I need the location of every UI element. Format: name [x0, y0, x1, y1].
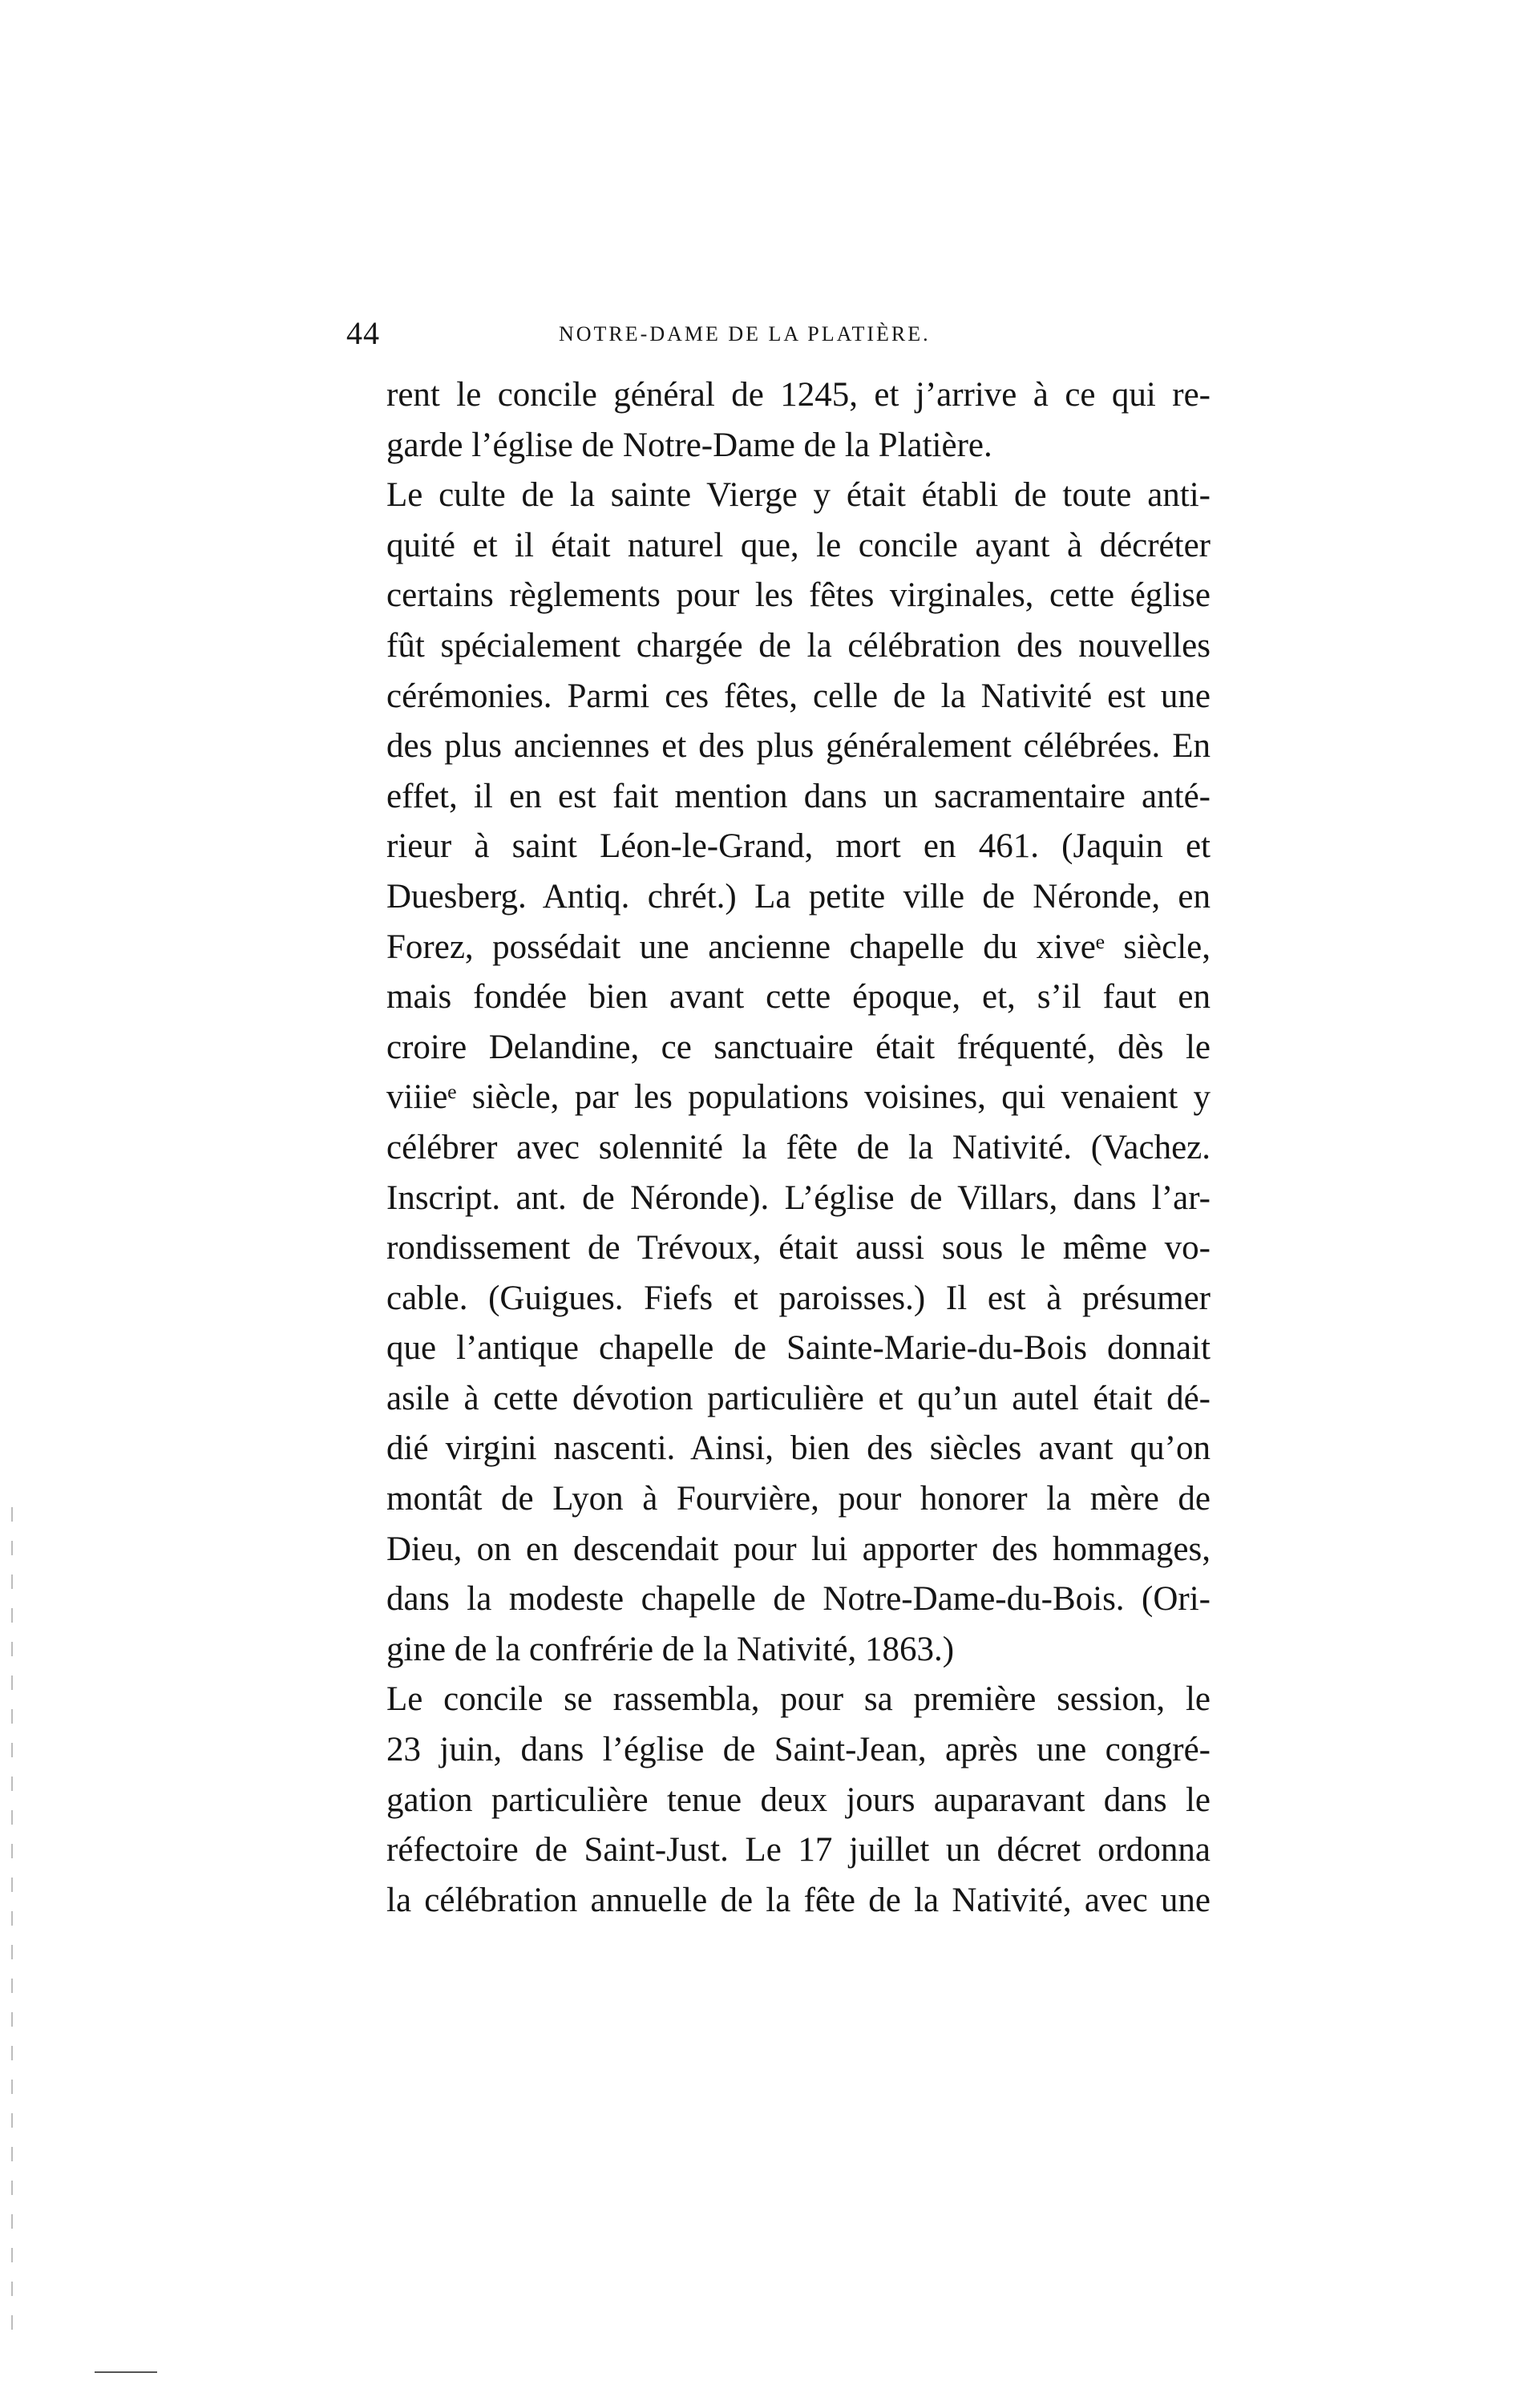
text-line: gation particulière tenue deux jours auparavant dans le	[386, 1781, 1211, 1819]
text-line: gine de la confrérie de la Nativité, 1863.)	[386, 1630, 955, 1668]
text-line: montât de Lyon à Fourvière, pour honorer la mère de	[386, 1480, 1211, 1518]
running-title: NOTRE-DAME DE LA PLATIÈRE.	[559, 322, 931, 346]
page-number: 44	[346, 315, 380, 351]
text-line: célébrer avec solennité la fête de la Nativité. (Vachez.	[386, 1128, 1211, 1166]
text-line: Dieu, on en descendait pour lui apporter des hommages,	[386, 1530, 1211, 1568]
scan-bottom-line	[95, 2371, 157, 2373]
text-line: rent le concile général de 1245, et j’arrive à ce qui re-	[386, 376, 1211, 414]
body-text	[386, 370, 1211, 1926]
text-line: cable. (Guigues. Fiefs et paroisses.) Il est à présumer	[386, 1279, 1211, 1317]
text-line: rieur à saint Léon-le-Grand, mort en 461. (Jaquin et	[386, 827, 1211, 866]
text-line: asile à cette dévotion particulière et qu’un autel était dé-	[386, 1379, 1211, 1417]
text-line: Forez, possédait une ancienne chapelle du xiveᵉ siècle,	[386, 928, 1211, 966]
text-line: garde l’église de Notre-Dame de la Platière.	[386, 426, 992, 464]
text-line: que l’antique chapelle de Sainte-Marie-du-Bois donnait	[386, 1329, 1211, 1368]
text-line: effet, il en est fait mention dans un sacramentaire anté-	[386, 777, 1211, 815]
text-line: 23 juin, dans l’église de Saint-Jean, après une congré-	[386, 1731, 1211, 1769]
page-header	[346, 314, 1211, 362]
text-line: mais fondée bien avant cette époque, et, s’il faut en	[386, 978, 1211, 1017]
text-line: des plus anciennes et des plus généralement célébrées. En	[386, 727, 1211, 766]
text-line: fût spécialement chargée de la célébration des nouvelles	[386, 626, 1211, 665]
text-line: Le concile se rassembla, pour sa première session, le	[386, 1680, 1211, 1719]
text-line: Le culte de la sainte Vierge y était établi de toute anti-	[386, 476, 1211, 515]
text-line: Duesberg. Antiq. chrét.) La petite ville de Néronde, en	[386, 877, 1211, 916]
text-line: dans la modeste chapelle de Notre-Dame-du-Bois. (Ori-	[386, 1580, 1211, 1619]
text-line: viiieᵉ siècle, par les populations voisines, qui venaient y	[386, 1078, 1211, 1117]
text-line: dié virgini nascenti. Ainsi, bien des siècles avant qu’on	[386, 1429, 1211, 1468]
scan-edge-line	[11, 1507, 13, 2333]
text-line: Inscript. ant. de Néronde). L’église de Villars, dans l’ar-	[386, 1178, 1211, 1217]
text-line: croire Delandine, ce sanctuaire était fréquenté, dès le	[386, 1028, 1211, 1066]
text-line: quité et il était naturel que, le concile ayant à décréter	[386, 526, 1211, 564]
text-line: cérémonies. Parmi ces fêtes, celle de la Nativité est une	[386, 677, 1211, 715]
text-line: rondissement de Trévoux, était aussi sous le même vo-	[386, 1229, 1211, 1267]
text-line: certains règlements pour les fêtes virginales, cette église	[386, 576, 1211, 615]
text-line: réfectoire de Saint-Just. Le 17 juillet un décret ordonna	[386, 1831, 1211, 1870]
text-line: la célébration annuelle de la fête de la Nativité, avec une	[386, 1881, 1211, 1919]
